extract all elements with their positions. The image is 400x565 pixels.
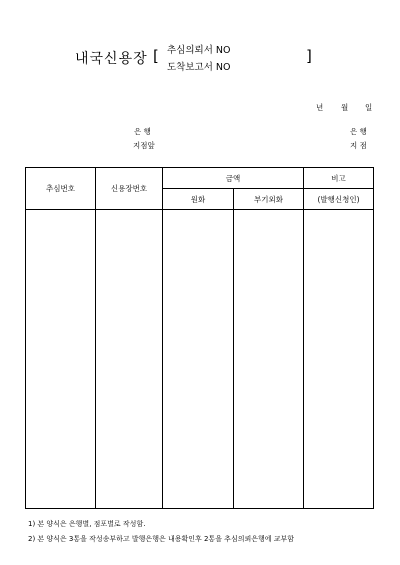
note-1: 1) 본 양식은 은행별, 점포별로 작성함. <box>28 520 146 528</box>
title-bracket-close: ] <box>306 47 312 65</box>
date-year-label: 년 <box>316 103 324 112</box>
date-day-label: 일 <box>365 103 373 112</box>
cell-remarks[interactable] <box>304 210 374 509</box>
header-won: 원화 <box>163 189 234 210</box>
cell-collection-no[interactable] <box>26 210 96 509</box>
title-collection-request-no: 추심의뢰서 NO <box>167 45 231 56</box>
addressee-branch-label: 지점앞 <box>133 141 155 150</box>
header-remarks: 비고 <box>304 168 374 189</box>
sender-bank-label: 은 행 <box>350 127 367 136</box>
title-bracket-open: [ <box>153 47 159 65</box>
title-arrival-report-no: 도착보고서 NO <box>167 62 231 73</box>
header-collection-no: 추심번호 <box>26 168 96 210</box>
cell-lc-no[interactable] <box>96 210 163 509</box>
header-applicant: (발행신청인) <box>304 189 374 210</box>
header-amount: 금액 <box>163 168 304 189</box>
sender-branch-label: 지 점 <box>350 141 367 150</box>
header-lc-no: 신용장번호 <box>96 168 163 210</box>
form-title: 내국신용장 <box>75 51 148 67</box>
cell-foreign-currency[interactable] <box>234 210 304 509</box>
date-month-label: 월 <box>341 103 349 112</box>
addressee-bank-label: 은 행 <box>134 127 151 136</box>
cell-won[interactable] <box>163 210 234 509</box>
note-2: 2) 본 양식은 3통을 작성송부하고 발행은행은 내용확인후 2통을 추심의뢰은행에 교부함 <box>28 535 295 543</box>
collection-table <box>25 167 374 509</box>
header-foreign-currency: 부기외화 <box>234 189 304 210</box>
